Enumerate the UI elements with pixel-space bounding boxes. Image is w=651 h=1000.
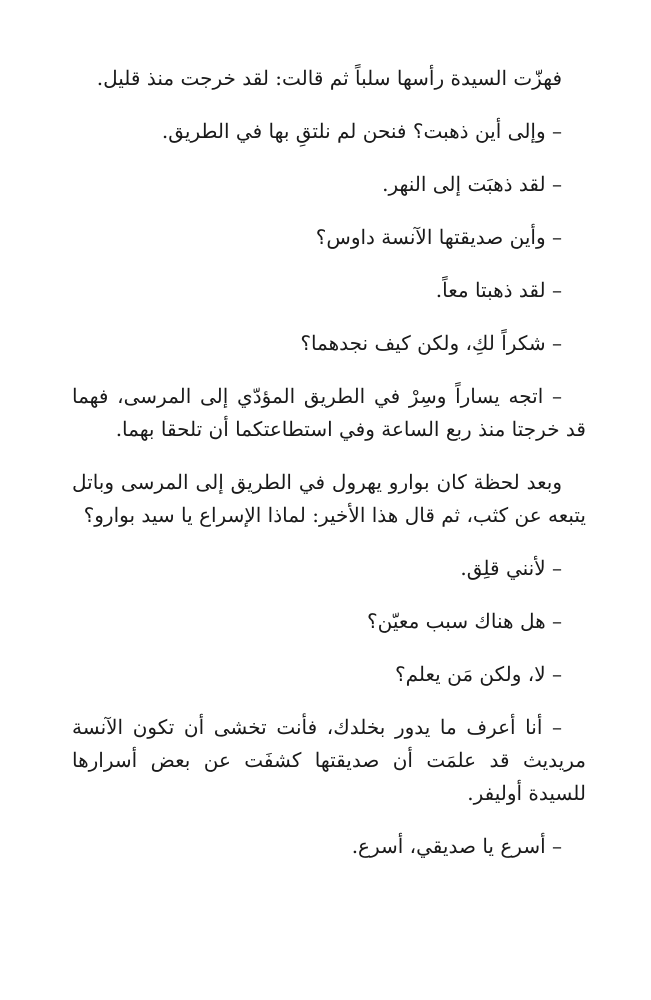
dialogue-line: – شكراً لكِ، ولكن كيف نجدهما؟ (300, 331, 562, 355)
dialogue-line: – لقد ذهبتا معاً. (435, 278, 562, 302)
dialogue-line: – لأنني قلِق. (460, 556, 562, 580)
dialogue-line: – أنا أعرف ما يدور بخلدك، فأنت تخشى أن تكون الآنسة مريديث قد علمَت أن صديقتها كشفَت عن بعض أسرارها للسيدة أوليفر. (72, 715, 586, 805)
dialogue-line: – وإلى أين ذهبت؟ فنحن لم نلتقِ بها في الطريق. (161, 119, 562, 143)
dialogue-line: – أسرع يا صديقي، أسرع. (351, 834, 562, 858)
narration-paragraph: فهزّت السيدة رأسها سلباً ثم قالت: لقد خرجت منذ قليل. (96, 66, 562, 90)
dialogue-line: – لقد ذهبَت إلى النهر. (382, 172, 562, 196)
dialogue-line: – هل هناك سبب معيّن؟ (367, 609, 562, 633)
dialogue-line: – وأين صديقتها الآنسة داوس؟ (315, 225, 562, 249)
dialogue-line: – اتجه يساراً وسِرْ في الطريق المؤدّي إلى المرسى، فهما قد خرجتا منذ ربع الساعة وفي استطاعتكما أن تلحقا بهما. (72, 384, 586, 441)
dialogue-line: – لا، ولكن مَن يعلم؟ (394, 662, 562, 686)
narration-paragraph: وبعد لحظة كان بوارو يهرول في الطريق إلى المرسى وباتل يتبعه عن كثب، ثم قال هذا الأخير: لماذا الإسراع يا سيد بوارو؟ (72, 470, 586, 527)
book-page (72, 62, 586, 883)
